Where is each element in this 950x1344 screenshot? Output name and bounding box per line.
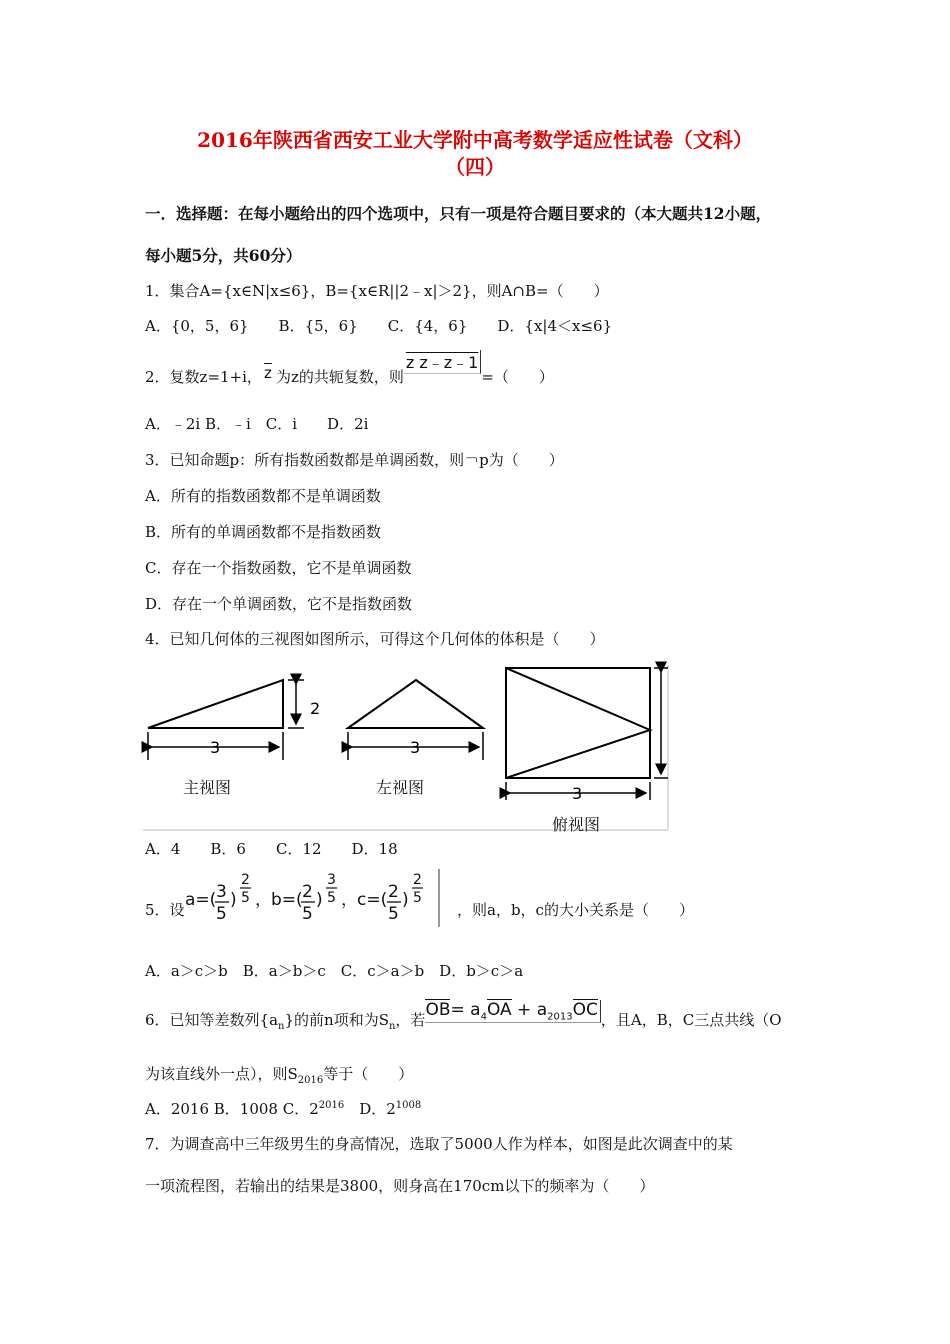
q5-b-exp-den: 5 <box>327 890 336 906</box>
q5-b-exp-num: 3 <box>327 872 336 888</box>
question-6-options-b: D．2 <box>344 1100 396 1118</box>
svg-text:): ) <box>316 890 323 910</box>
top-dim-width: 3 <box>572 784 583 803</box>
question-6-text-d: ，且A，B，C三点共线（O <box>600 1011 782 1029</box>
svg-text:，: ， <box>255 890 272 910</box>
question-5-options: A．a＞c＞b B．a＞b＞c C．c＞a＞b D．b＞c＞a <box>145 962 524 980</box>
question-6-text-c: ，若 <box>395 1011 426 1029</box>
side-view <box>348 680 483 760</box>
vector-OC: OC <box>572 1000 598 1020</box>
z-conjugate-symbol: $\overline{z}$ <box>263 364 272 382</box>
q5-c-exp-den: 5 <box>413 890 422 906</box>
question-5-stem <box>145 872 694 931</box>
question-6-stem <box>145 1000 782 1033</box>
subscript-n-2: n <box>388 1021 396 1032</box>
front-dim-height: 2 <box>310 699 321 718</box>
question-6-text-a: 6．已知等差数列{a <box>145 1011 279 1029</box>
q5-a-label: a=( <box>185 890 217 910</box>
question-5-text-b: ，则a，b，c的大小关系是（ ） <box>457 901 694 919</box>
subscript-n: n <box>278 1021 285 1032</box>
page-title-line2: （四） <box>445 155 505 179</box>
superscript-2016: 2016 <box>318 1100 345 1111</box>
q5-c-den: 5 <box>388 904 399 924</box>
q5-c-num: 2 <box>388 882 399 902</box>
question-2-text-c: =（ ） <box>481 368 554 386</box>
question-3-stem: 3．已知命题p：所有指数函数都是单调函数，则￢p为（ ） <box>145 451 564 469</box>
question-6-line2 <box>145 1063 413 1086</box>
q6-sub-4: 4 <box>480 1011 487 1023</box>
q5-b-den: 5 <box>302 904 313 924</box>
question-2-text-a: 2．复数z=1+i， <box>145 368 262 386</box>
question-4-options: A．4 B．6 C．12 D．18 <box>145 840 398 858</box>
question-3-option-d: D．存在一个单调函数，它不是指数函数 <box>145 595 413 613</box>
vector-OA: OA <box>486 1000 512 1020</box>
question-6-text-b: }的前n项和为S <box>284 1011 389 1029</box>
question-3-option-b: B．所有的单调函数都不是指数函数 <box>145 523 382 541</box>
question-6-formula <box>425 1000 600 1023</box>
subscript-2016: 2016 <box>297 1075 324 1086</box>
question-2-formula: z z﹣z﹣1 <box>404 350 481 374</box>
q5-a-num: 3 <box>216 882 227 902</box>
question-6-options-a: A．2016 B．1008 C．2 <box>145 1100 319 1118</box>
question-5-text-a: 5．设 <box>145 901 185 919</box>
question-5-formula <box>185 867 455 931</box>
top-view <box>506 668 668 803</box>
q5-a-exp-num: 2 <box>241 872 250 888</box>
q5-a-exp-den: 5 <box>241 890 250 906</box>
q5-b-num: 2 <box>302 882 313 902</box>
front-view <box>148 680 320 760</box>
question-6-options <box>145 1098 421 1119</box>
svg-text:，: ， <box>341 890 358 910</box>
question-2-text-b: 为z的共轭复数，则 <box>275 368 404 386</box>
svg-text:): ) <box>230 890 237 910</box>
q5-a-den: 5 <box>216 904 227 924</box>
question-3-option-a: A．所有的指数函数都不是单调函数 <box>145 487 381 505</box>
section-heading-line2: 每小题5分，共60分） <box>145 246 302 265</box>
three-view-figure <box>140 660 680 835</box>
question-3-option-c: C．存在一个指数函数，它不是单调函数 <box>145 559 412 577</box>
question-1-options: A．{0，5，6} B．{5，6} C．{4，6} D．{x|4＜x≤6} <box>145 317 613 335</box>
q5-b-label: b=( <box>271 890 303 910</box>
section-heading: 一．选择题：在每小题给出的四个选项中，只有一项是符合题目要求的（本大题共12小题， <box>145 204 772 223</box>
question-4-stem: 4．已知几何体的三视图如图所示，可得这个几何体的体积是（ ） <box>145 630 605 648</box>
question-1-stem: 1．集合A={x∈N|x≤6}，B={x∈R||2﹣x|＞2}，则A∩B=（ ） <box>145 282 609 300</box>
vector-OB: OB <box>425 1000 451 1020</box>
question-2-options: A．﹣2i B．﹣i C．i D．2i <box>145 415 369 433</box>
q6-sub-2013: 2013 <box>547 1011 573 1023</box>
q6-plus-a: + a <box>511 1000 548 1020</box>
q5-c-label: c=( <box>357 890 388 910</box>
q6-eq-a4: = a <box>450 1000 481 1020</box>
front-view-label: 主视图 <box>183 778 232 797</box>
question-7-stem-line2: 一项流程图，若输出的结果是3800，则身高在170cm以下的频率为（ ） <box>145 1177 655 1195</box>
question-2-stem <box>145 353 554 388</box>
question-6-line2-a: 为该直线外一点），则S <box>145 1065 298 1083</box>
top-view-label: 俯视图 <box>552 815 601 834</box>
page-title: 2016年陕西省西安工业大学附中高考数学适应性试卷（文科） <box>197 128 753 152</box>
question-6-line2-b: 等于（ ） <box>323 1065 414 1083</box>
superscript-1008: 1008 <box>395 1100 422 1111</box>
question-7-stem: 7．为调查高中三年级男生的身高情况，选取了5000人作为样本，如图是此次调查中的某 <box>145 1135 733 1153</box>
side-view-label: 左视图 <box>376 778 425 797</box>
front-dim-width: 3 <box>210 738 221 757</box>
side-dim-width: 3 <box>410 738 421 757</box>
q5-c-exp-num: 2 <box>413 872 422 888</box>
svg-text:): ) <box>402 890 409 910</box>
